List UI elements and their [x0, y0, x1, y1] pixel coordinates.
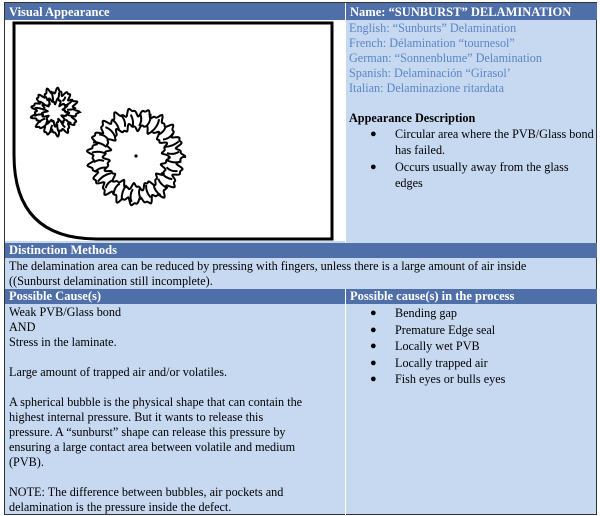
- appearance-bullet: [349, 127, 595, 158]
- distinction-line: The delamination area can be reduced by pressing with fingers, unless there is a large amount of air inside: [9, 259, 527, 273]
- language-names: [349, 21, 595, 96]
- language-german: German: “Sonnenblume” Delamination: [349, 51, 542, 65]
- process-bullet-text: Fish eyes or bulls eyes: [395, 372, 506, 386]
- cause-line: ensuring a large contact area between volatile and medium: [9, 440, 296, 454]
- process-bullet-text: Bending gap: [395, 306, 457, 320]
- language-italian: Italian: Delaminazione ritardata: [349, 81, 504, 95]
- process-bullets: [349, 306, 595, 388]
- cause-line-blank: [9, 350, 343, 365]
- process-bullet: [349, 339, 595, 355]
- cause-line: Weak PVB/Glass bond: [9, 305, 122, 319]
- bullet-dot: ●: [370, 340, 377, 352]
- cause-line: highest internal pressure. But it wants to release this: [9, 410, 264, 424]
- bullet-dot: ●: [370, 356, 377, 369]
- visual-appearance-header-text: Visual Appearance: [9, 5, 110, 19]
- process-bullet: [349, 306, 595, 322]
- distinction-line: ((Sunburst delamination still incomplete).: [9, 274, 213, 288]
- cause-line-blank: [9, 380, 343, 395]
- distinction-methods-header: [5, 243, 597, 258]
- appearance-description-title: Appearance Description: [349, 111, 476, 125]
- language-french: French: Délamination “tournesol”: [349, 36, 515, 50]
- process-bullet: [349, 323, 595, 339]
- appearance-bullet-text: Occurs usually away from the glass edges: [395, 160, 569, 190]
- sunburst-center-dot: [134, 154, 137, 157]
- cause-line: A spherical bubble is the physical shape that can contain the: [9, 395, 303, 409]
- appearance-bullet-text: Circular area where the PVB/Glass bond has failed.: [395, 127, 594, 157]
- cause-line-blank: [9, 470, 343, 485]
- appearance-bullets: [349, 127, 595, 191]
- process-bullet-text: Locally wet PVB: [395, 339, 480, 353]
- defect-name-header-text: Name: “SUNBURST” DELAMINATION: [350, 5, 572, 19]
- process-causes-header: [346, 289, 597, 304]
- possible-causes-header: [5, 289, 345, 304]
- language-english: English: “Sunburts” Delamination: [349, 21, 517, 35]
- bullet-dot: ●: [370, 307, 377, 319]
- defect-name-header: [346, 3, 597, 20]
- bullet-dot: ●: [370, 128, 377, 140]
- cause-line: AND: [9, 320, 36, 334]
- defect-sheet: [4, 2, 597, 515]
- cause-line: delamination is the pressure inside the defect.: [9, 500, 232, 514]
- cause-line: pressure. A “sunburst” shape can release this pressure by: [9, 425, 286, 439]
- possible-causes-text: [9, 305, 343, 515]
- process-bullet-text: Premature Edge seal: [395, 322, 496, 337]
- process-causes-list: [349, 306, 595, 388]
- name-info-cell: [349, 21, 595, 241]
- appearance-bullet: [349, 160, 595, 191]
- process-bullet: [349, 372, 595, 388]
- sunburst-delamination-illustration: [5, 20, 345, 241]
- cause-line: Stress in the laminate.: [9, 335, 117, 349]
- visual-appearance-header: [5, 3, 345, 20]
- column-divider: [345, 3, 346, 243]
- process-bullet-text: Locally trapped air: [395, 355, 488, 370]
- bullet-dot: ●: [370, 373, 377, 385]
- process-causes-header-text: Possible cause(s) in the process: [350, 289, 515, 303]
- column-divider: [345, 289, 346, 516]
- cause-line: NOTE: The difference between bubbles, air pockets and: [9, 485, 284, 499]
- distinction-methods-text: [9, 259, 595, 289]
- cause-line: (PVB).: [9, 455, 44, 469]
- visual-illustration: [5, 20, 345, 241]
- cause-line: Large amount of trapped air and/or volatiles.: [9, 365, 228, 379]
- bullet-dot: ●: [370, 161, 377, 173]
- distinction-methods-header-text: Distinction Methods: [9, 243, 117, 257]
- possible-causes-header-text: Possible Cause(s): [9, 289, 102, 303]
- language-spanish: Spanish: Delaminación “Girasol’: [349, 66, 511, 80]
- process-bullet: [349, 356, 595, 372]
- bullet-dot: ●: [370, 323, 377, 336]
